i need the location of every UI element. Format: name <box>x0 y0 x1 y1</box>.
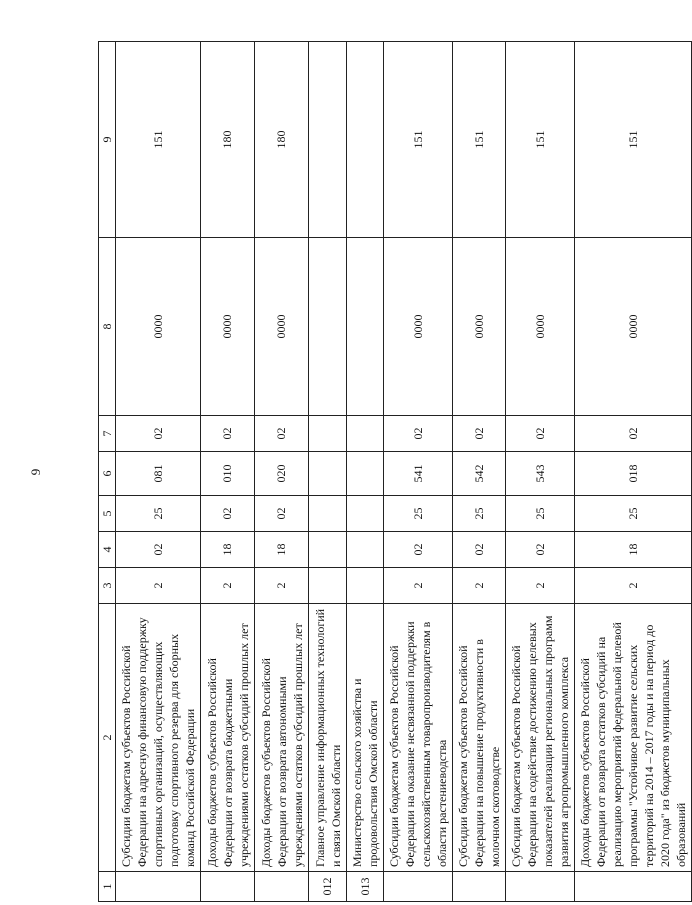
code-part-7: 02 <box>453 416 506 452</box>
code-part-3 <box>309 568 347 604</box>
revenue-name: Доходы бюджетов субъектов Российской Федерации от возврата автономными учреждениями остатков субсидий прошлых лет <box>255 604 309 872</box>
code-part-3: 2 <box>575 568 692 604</box>
revenue-name: Главное управление информационных технологий и связи Омской области <box>309 604 347 872</box>
agency-code: 012 <box>309 872 347 902</box>
revenue-name: Доходы бюджетов субъектов Российской Федерации от возврата бюджетными учреждениями остатков субсидий прошлых лет <box>201 604 255 872</box>
code-part-9 <box>347 42 384 238</box>
table-row <box>201 42 255 902</box>
agency-code <box>506 872 575 902</box>
code-part-9: 180 <box>201 42 255 238</box>
code-part-7: 02 <box>575 416 692 452</box>
revenue-name: Доходы бюджетов субъектов Российской Федерации от возврата остатков субсидий на реализацию мероприятий федеральной целевой программы "Устойчивое развитие сельских территорий на 2014 – 2017 годы и на период до 2020 года" из бюджетов муниципальных образований <box>575 604 692 872</box>
revenue-name: Субсидии бюджетам субъектов Российской Федерации на содействие достижению целевых показателей реализации региональных программ развития агропромышленного комплекса <box>506 604 575 872</box>
table-row <box>453 42 506 902</box>
agency-code <box>255 872 309 902</box>
code-part-8: 0000 <box>506 238 575 416</box>
code-part-7 <box>309 416 347 452</box>
code-part-5 <box>347 496 384 532</box>
code-part-4: 02 <box>384 532 453 568</box>
header-cell: 2 <box>99 604 116 872</box>
header-cell: 4 <box>99 532 116 568</box>
header-cell: 6 <box>99 452 116 496</box>
code-part-7: 02 <box>201 416 255 452</box>
code-part-3: 2 <box>384 568 453 604</box>
code-part-3 <box>347 568 384 604</box>
agency-code <box>384 872 453 902</box>
revenue-name: Субсидии бюджетам субъектов Российской Федерации на повышение продуктивности в молочном скотоводстве <box>453 604 506 872</box>
revenue-name: Субсидии бюджетам субъектов Российской Федерации на оказание несвязанной поддержки сельскохозяйственным товаропроизводителям в области растениеводства <box>384 604 453 872</box>
code-part-9: 180 <box>255 42 309 238</box>
code-part-6: 541 <box>384 452 453 496</box>
revenue-name: Министерство сельского хозяйства и продовольствия Омской области <box>347 604 384 872</box>
code-part-5: 02 <box>201 496 255 532</box>
header-cell: 9 <box>99 42 116 238</box>
code-part-4: 18 <box>201 532 255 568</box>
code-part-5: 25 <box>116 496 201 532</box>
code-part-6: 081 <box>116 452 201 496</box>
page-number: 9 <box>28 468 43 476</box>
agency-code <box>116 872 201 902</box>
code-part-8: 0000 <box>384 238 453 416</box>
agency-code <box>453 872 506 902</box>
code-part-7: 02 <box>384 416 453 452</box>
code-part-9: 151 <box>384 42 453 238</box>
code-part-8: 0000 <box>255 238 309 416</box>
code-part-9: 151 <box>575 42 692 238</box>
code-part-5: 25 <box>384 496 453 532</box>
code-part-7 <box>347 416 384 452</box>
code-part-9: 151 <box>506 42 575 238</box>
code-part-6: 018 <box>575 452 692 496</box>
code-part-6 <box>309 452 347 496</box>
header-cell: 5 <box>99 496 116 532</box>
table-row <box>575 42 692 902</box>
code-part-5 <box>309 496 347 532</box>
revenue-name: Субсидии бюджетам субъектов Российской Федерации на адресную финансовую поддержку спортивных организаций, осуществляющих подготовку спортивного резерва для сборных команд Российской Федерации <box>116 604 201 872</box>
code-part-5: 25 <box>506 496 575 532</box>
code-part-8: 0000 <box>201 238 255 416</box>
code-part-4: 18 <box>575 532 692 568</box>
code-part-4: 02 <box>506 532 575 568</box>
code-part-9: 151 <box>453 42 506 238</box>
agency-code: 013 <box>347 872 384 902</box>
code-part-6: 542 <box>453 452 506 496</box>
code-part-6: 543 <box>506 452 575 496</box>
table-row <box>255 42 309 902</box>
code-part-7: 02 <box>116 416 201 452</box>
code-part-3: 2 <box>506 568 575 604</box>
agency-code <box>575 872 692 902</box>
code-part-8: 0000 <box>575 238 692 416</box>
table-row <box>309 42 347 902</box>
code-part-5: 02 <box>255 496 309 532</box>
header-cell: 1 <box>99 872 116 902</box>
code-part-4: 02 <box>453 532 506 568</box>
code-part-9: 151 <box>116 42 201 238</box>
code-part-3: 2 <box>255 568 309 604</box>
table-row <box>384 42 453 902</box>
code-part-4: 02 <box>116 532 201 568</box>
code-part-3: 2 <box>116 568 201 604</box>
table-row <box>347 42 384 902</box>
code-part-4 <box>347 532 384 568</box>
budget-classification-table <box>98 41 692 902</box>
code-part-7: 02 <box>506 416 575 452</box>
code-part-7: 02 <box>255 416 309 452</box>
code-part-3: 2 <box>201 568 255 604</box>
code-part-9 <box>309 42 347 238</box>
header-cell: 7 <box>99 416 116 452</box>
code-part-4: 18 <box>255 532 309 568</box>
code-part-3: 2 <box>453 568 506 604</box>
code-part-5: 25 <box>575 496 692 532</box>
code-part-6: 010 <box>201 452 255 496</box>
code-part-4 <box>309 532 347 568</box>
header-cell: 3 <box>99 568 116 604</box>
header-row <box>99 42 116 902</box>
header-cell: 8 <box>99 238 116 416</box>
agency-code <box>201 872 255 902</box>
rotated-content <box>28 42 688 902</box>
code-part-6 <box>347 452 384 496</box>
code-part-8: 0000 <box>116 238 201 416</box>
table-row <box>116 42 201 902</box>
code-part-8: 0000 <box>453 238 506 416</box>
code-part-8 <box>309 238 347 416</box>
code-part-6: 020 <box>255 452 309 496</box>
code-part-5: 25 <box>453 496 506 532</box>
code-part-8 <box>347 238 384 416</box>
table-row <box>506 42 575 902</box>
